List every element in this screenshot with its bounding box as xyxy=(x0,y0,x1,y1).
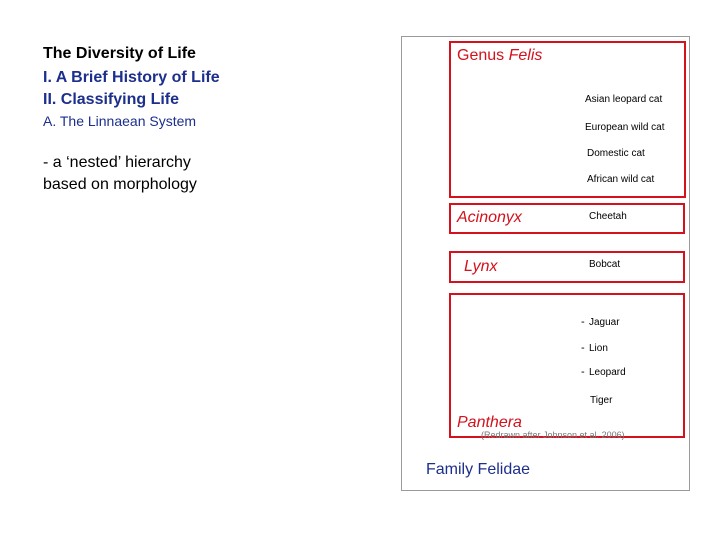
species-asian-leopard-cat: Asian leopard cat xyxy=(585,94,663,105)
species-bobcat: Bobcat xyxy=(589,259,621,270)
slide-title: The Diversity of Life xyxy=(43,45,196,62)
species-domestic-cat: Domestic cat xyxy=(587,148,645,159)
genus-felis-label xyxy=(457,47,542,65)
body-text-line-1: - a ‘nested’ hierarchy xyxy=(43,154,191,171)
genus-felis-name: Felis xyxy=(508,47,543,64)
species-cheetah: Cheetah xyxy=(589,211,627,222)
genus-lynx-label: Lynx xyxy=(464,258,498,275)
outline-heading-2: II. Classifying Life xyxy=(43,91,180,108)
genus-panthera-label: Panthera xyxy=(457,414,522,431)
body-text-line-2: based on morphology xyxy=(43,176,197,193)
species-african-wild-cat: African wild cat xyxy=(587,174,655,185)
species-jaguar: Jaguar xyxy=(589,317,620,328)
species-leopard: Leopard xyxy=(589,367,626,378)
jaguar-connector-dash: - xyxy=(581,316,585,328)
citation-text: (Redrawn after Johnson et al. 2006) xyxy=(481,430,625,440)
species-tiger: Tiger xyxy=(590,395,613,406)
species-european-wild-cat: European wild cat xyxy=(585,122,665,133)
outline-subheading: A. The Linnaean System xyxy=(43,113,197,129)
genus-acinonyx-label: Acinonyx xyxy=(457,209,522,226)
lion-connector-dash: - xyxy=(581,342,585,354)
outline-heading-1: I. A Brief History of Life xyxy=(43,69,220,86)
family-felidae-label: Family Felidae xyxy=(426,461,531,478)
leopard-connector-dash: - xyxy=(581,366,585,378)
species-lion: Lion xyxy=(589,343,608,354)
genus-prefix-text: Genus xyxy=(457,47,509,64)
